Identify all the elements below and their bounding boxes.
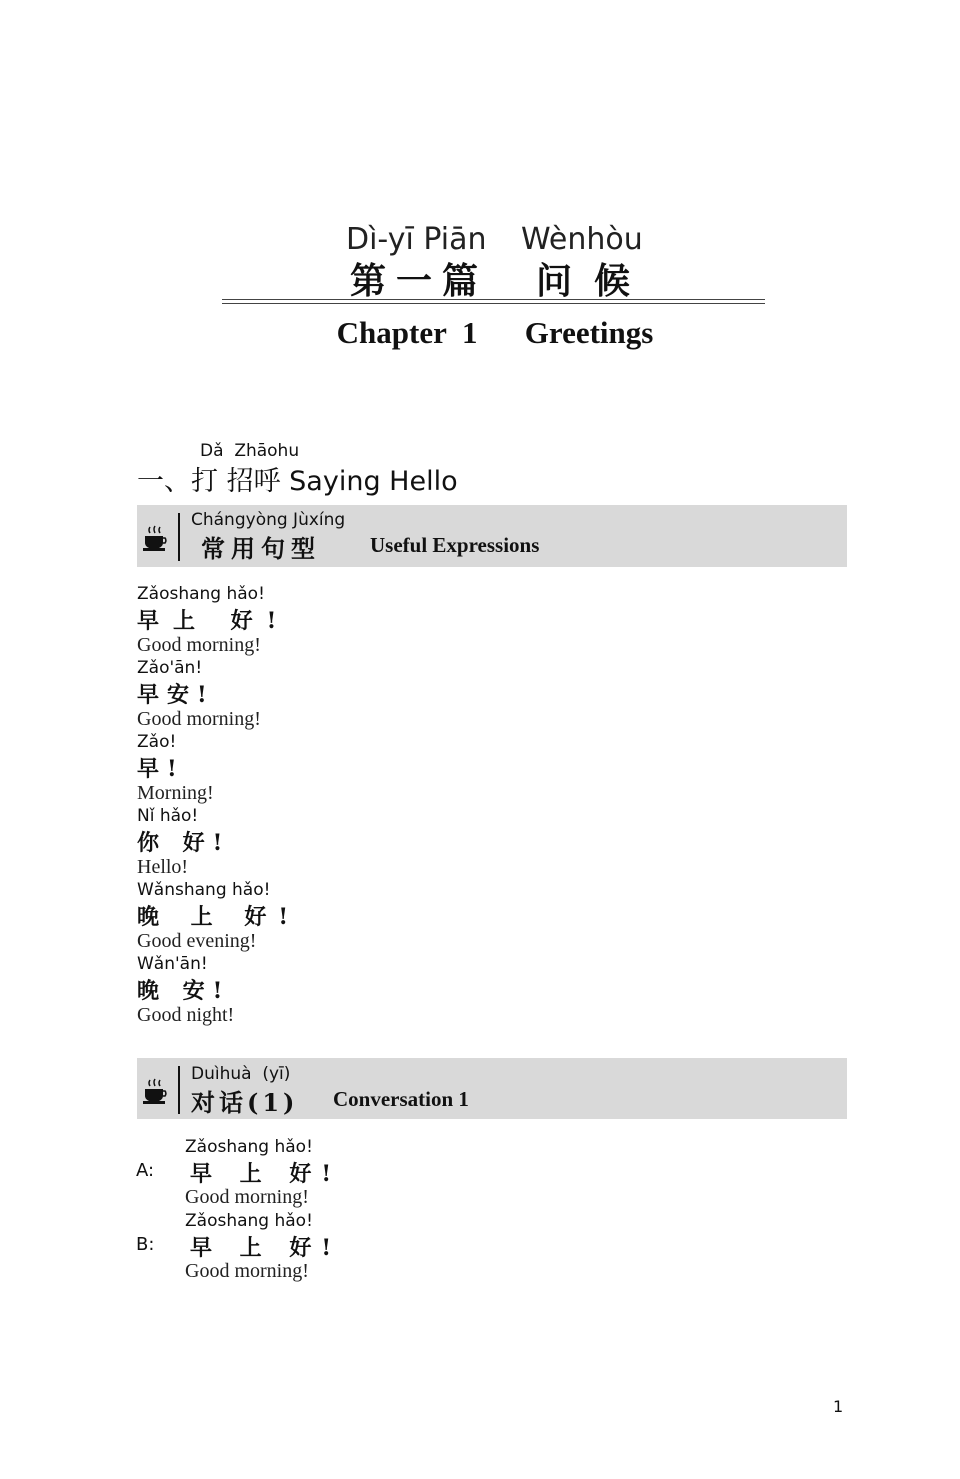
expression-cn: 早安! <box>137 682 215 708</box>
expression-pinyin: Zǎo! <box>137 732 177 752</box>
useful-expressions-banner <box>137 505 847 567</box>
expression-cn: 晚 上 好! <box>137 904 300 930</box>
expression-pinyin: Zǎoshang hǎo! <box>137 584 265 604</box>
chapter-title: Chapter 1 Greetings <box>336 315 654 350</box>
expression-cn: 晚 安! <box>137 978 231 1004</box>
conversation-line-en: Good morning! <box>185 1260 309 1282</box>
expression-cn: 早! <box>137 756 185 782</box>
conversation-line-pinyin: Zǎoshang hǎo! <box>185 1137 313 1157</box>
conversation-line-pinyin: Zǎoshang hǎo! <box>185 1211 313 1231</box>
banner-divider <box>178 1066 180 1114</box>
expression-cn: 早上 好! <box>137 608 291 634</box>
expression-en: Good morning! <box>137 634 261 656</box>
expression-en: Good evening! <box>137 930 257 952</box>
conversation-cn: 对话(1) <box>191 1088 299 1117</box>
chapter-pinyin-topic: Wènhòu <box>521 222 643 257</box>
expression-cn: 你 好! <box>137 830 231 856</box>
conversation-line-en: Good morning! <box>185 1186 309 1208</box>
conversation-pinyin: Duìhuà (yī) <box>191 1064 291 1084</box>
chapter-cn-part: 第一篇 <box>350 260 489 302</box>
chapter-rule-bottom <box>222 303 765 304</box>
chapter-pinyin-part: Dì-yī Piān <box>346 222 487 257</box>
chapter-rule-top <box>222 299 765 300</box>
speaker-label: A: <box>136 1160 155 1181</box>
conversation-line-cn: 早 上 好! <box>190 1161 341 1187</box>
conversation-line-cn: 早 上 好! <box>190 1235 341 1261</box>
expression-pinyin: Wǎnshang hǎo! <box>137 880 271 900</box>
section-heading: 一、打 招呼 Saying Hello <box>137 466 458 497</box>
useful-expressions-cn: 常用句型 <box>201 534 321 563</box>
expression-en: Hello! <box>137 856 189 878</box>
chapter-cn-topic: 问候 <box>536 260 653 302</box>
tea-cup-icon <box>143 1078 167 1106</box>
conversation-en: Conversation 1 <box>333 1087 469 1111</box>
useful-expressions-pinyin: Chángyòng Jùxíng <box>191 510 346 530</box>
conversation-banner <box>137 1058 847 1119</box>
expression-en: Morning! <box>137 782 214 804</box>
expression-pinyin: Nǐ hǎo! <box>137 806 199 826</box>
tea-cup-icon <box>143 525 167 553</box>
page-number: 1 <box>833 1397 844 1416</box>
banner-divider <box>178 513 180 561</box>
expression-en: Good morning! <box>137 708 261 730</box>
speaker-label: B: <box>136 1234 155 1255</box>
section-pinyin: Dǎ Zhāohu <box>200 441 300 461</box>
expression-en: Good night! <box>137 1004 235 1026</box>
useful-expressions-en: Useful Expressions <box>370 533 540 557</box>
expression-pinyin: Zǎo'ān! <box>137 658 203 678</box>
expression-pinyin: Wǎn'ān! <box>137 954 208 974</box>
